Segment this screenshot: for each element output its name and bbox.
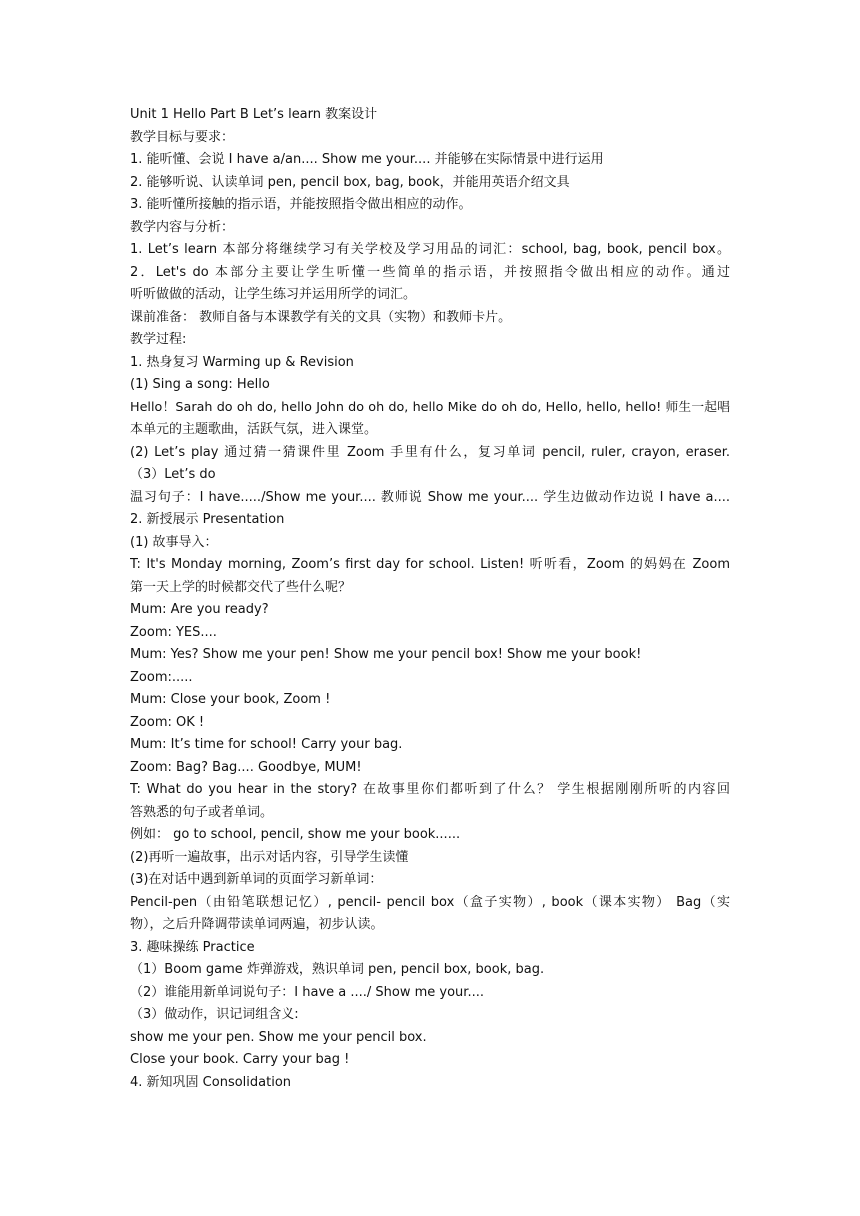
dialogue-line: Mum: Are you ready? (130, 602, 269, 617)
procedure-line: 第一天上学的时候都交代了些什么呢？ (130, 579, 352, 595)
procedure-line: (2) Let’s play 通过猜一猜课件里 Zoom 手里有什么，复习单词 pencil, ruler, crayon, eraser. (130, 444, 730, 460)
procedure-line: 本单元的主题歌曲，活跃气氛，进入课堂。 (130, 422, 378, 437)
step-heading: 1. 热身复习 Warming up & Revision (130, 354, 354, 370)
procedure-line: T: It's Monday morning, Zoom’s first day for school. Listen! 听听看，Zoom 的妈妈在 Zoom (130, 557, 730, 572)
content-line: 1. Let’s learn 本部分将继续学习有关学校及学习用品的词汇：school, bag, book, pencil box。 (130, 242, 730, 257)
dialogue-line: Mum: Yes? Show me your pen! Show me your pencil box! Show me your book! (130, 647, 642, 662)
procedure-line: Close your book. Carry your bag ! (130, 1052, 350, 1067)
step-heading: 4. 新知巩固 Consolidation (130, 1074, 292, 1090)
procedure-line: 答熟悉的句子或者单词。 (130, 804, 274, 820)
procedure-line: （3）Let’s do (130, 467, 216, 482)
dialogue-line: Zoom:..... (130, 669, 193, 685)
procedure-line: Pencil-pen（由铅笔联想记忆）, pencil- pencil box（盒子实物）, book（课本实物） Bag（实 (130, 894, 730, 910)
preparation-line: 课前准备： 教师自备与本课教学有关的文具（实物）和教师卡片。 (130, 309, 512, 325)
dialogue-line: Mum: Close your book, Zoom ! (130, 692, 331, 707)
dialogue-line: Mum: It’s time for school! Carry your bag. (130, 737, 403, 752)
procedure-line: （2）谁能用新单词说句子：I have a ..../ Show me your.... (130, 984, 484, 1000)
document-title: Unit 1 Hello Part B Let’s learn 教案设计 (130, 107, 378, 122)
procedure-line: (3)在对话中遇到新单词的页面学习新单词： (130, 872, 383, 887)
procedure-line: (2)再听一遍故事，出示对话内容，引导学生读懂 (130, 849, 409, 865)
objective-line: 1. 能听懂、会说 I have a/an.... Show me your.... 并能够在实际情景中进行运用 (130, 152, 604, 167)
section-heading-objectives: 教学目标与要求： (130, 129, 235, 145)
procedure-line: Hello！Sarah do oh do, hello John do oh do, hello Mike do oh do, Hello, hello, hello! 师生一起唱 (130, 399, 730, 415)
step-heading: 3. 趣味操练 Practice (130, 939, 255, 955)
objective-line: 2. 能够听说、认读单词 pen, pencil box, bag, book，并能用英语介绍文具 (130, 174, 570, 190)
objective-line: 3. 能听懂所接触的指示语，并能按照指令做出相应的动作。 (130, 197, 472, 212)
procedure-line: （3）做动作，识记词组含义: (130, 1007, 299, 1022)
procedure-line: 温习句子：I have...../Show me your.... 教师说 Show me your.... 学生边做动作边说 I have a.... (130, 489, 730, 505)
section-heading-procedure: 教学过程: (130, 332, 187, 347)
procedure-line: show me your pen. Show me your pencil box. (130, 1029, 427, 1045)
lesson-plan-body (130, 104, 730, 1094)
procedure-line: T: What do you hear in the story? 在故事里你们都听到了什么？ 学生根据刚刚所听的内容回 (130, 782, 730, 797)
step-heading: 2. 新授展示 Presentation (130, 512, 285, 527)
procedure-line: （1）Boom game 炸弹游戏，熟识单词 pen, pencil box, book, bag. (130, 962, 545, 977)
procedure-line: 物），之后升降调带读单词两遍，初步认读。 (130, 917, 384, 932)
dialogue-line: Zoom: Bag? Bag.... Goodbye, MUM! (130, 759, 362, 775)
procedure-line: (1) 故事导入： (130, 534, 218, 550)
content-line: 2．Let's do 本部分主要让学生听懂一些简单的指示语，并按照指令做出相应的动作。通过 (130, 264, 730, 280)
dialogue-line: Zoom: OK ! (130, 714, 205, 730)
procedure-line: (1) Sing a song: Hello (130, 377, 270, 392)
dialogue-line: Zoom: YES.... (130, 624, 217, 640)
content-line: 听听做做的活动，让学生练习并运用所学的词汇。 (130, 287, 417, 302)
procedure-line: 例如： go to school, pencil, show me your book...... (130, 827, 461, 842)
section-heading-content: 教学内容与分析： (130, 219, 235, 235)
